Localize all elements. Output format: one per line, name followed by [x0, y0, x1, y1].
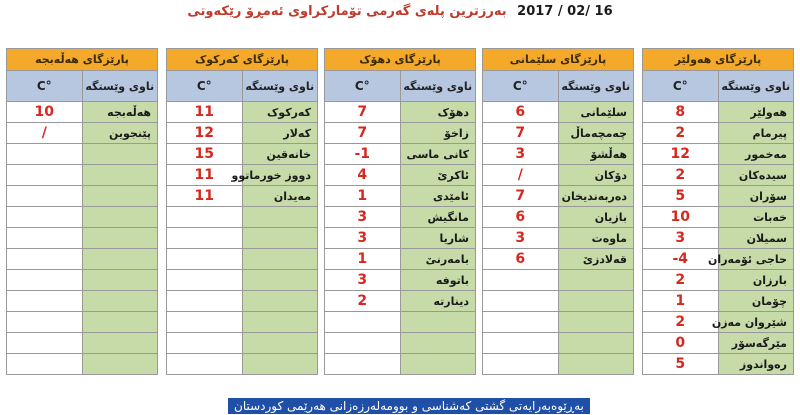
temperature-cell: 8 — [643, 102, 719, 123]
temperature-cell: 2 — [643, 312, 719, 333]
station-column-header: ناوی وێستگە — [400, 71, 476, 102]
temperature-cell — [7, 333, 83, 354]
temperature-cell — [167, 249, 243, 270]
table-row — [643, 270, 794, 291]
temperature-cell: 3 — [643, 228, 719, 249]
province-table — [482, 48, 634, 375]
temperature-cell: 2 — [325, 291, 401, 312]
table-row — [325, 270, 476, 291]
temperature-cell — [483, 270, 559, 291]
table-row — [483, 123, 634, 144]
temperature-cell — [7, 144, 83, 165]
station-name-cell: دووز خورماتوو — [242, 165, 318, 186]
table-row — [167, 249, 318, 270]
temperature-cell — [483, 312, 559, 333]
temperature-cell — [7, 249, 83, 270]
province-grid — [166, 48, 318, 375]
temperature-cell — [7, 228, 83, 249]
station-name-cell — [400, 333, 476, 354]
table-row — [167, 312, 318, 333]
province-grid — [482, 48, 634, 375]
table-row — [167, 228, 318, 249]
table-row — [7, 291, 158, 312]
station-name-cell: ماوەت — [558, 228, 634, 249]
station-name-cell — [242, 291, 318, 312]
temperature-cell: / — [7, 123, 83, 144]
temperature-cell — [167, 312, 243, 333]
station-name-cell — [242, 207, 318, 228]
table-row — [643, 291, 794, 312]
station-name-cell — [242, 333, 318, 354]
temperature-cell: 7 — [325, 123, 401, 144]
temperature-cell: 2 — [643, 123, 719, 144]
table-row — [7, 249, 158, 270]
table-row — [483, 249, 634, 270]
temperature-cell: -4 — [643, 249, 719, 270]
table-row — [167, 123, 318, 144]
table-row — [167, 354, 318, 375]
table-row — [167, 333, 318, 354]
table-row — [7, 102, 158, 123]
temp-column-header: C° — [643, 71, 719, 102]
temperature-cell: 1 — [643, 291, 719, 312]
station-name-cell — [82, 270, 158, 291]
province-table — [642, 48, 794, 375]
temperature-cell: 12 — [167, 123, 243, 144]
temperature-cell — [167, 333, 243, 354]
temperature-cell: 1 — [325, 186, 401, 207]
province-grid — [6, 48, 158, 375]
station-name-cell: مەخمور — [718, 144, 794, 165]
temperature-cell: 3 — [325, 228, 401, 249]
table-row — [325, 333, 476, 354]
station-name-cell — [82, 228, 158, 249]
table-row — [643, 102, 794, 123]
table-row — [483, 228, 634, 249]
temperature-cell — [167, 207, 243, 228]
table-row — [325, 123, 476, 144]
temperature-cell: 2 — [643, 270, 719, 291]
temperature-cell: 1 — [325, 249, 401, 270]
table-row — [325, 291, 476, 312]
table-row — [643, 228, 794, 249]
table-row — [7, 270, 158, 291]
table-row — [643, 165, 794, 186]
station-name-cell: کانی ماسی — [400, 144, 476, 165]
table-row — [167, 207, 318, 228]
station-name-cell: چەمچەماڵ — [558, 123, 634, 144]
station-name-cell: بازیان — [558, 207, 634, 228]
table-row — [7, 165, 158, 186]
station-name-cell: باتوفە — [400, 270, 476, 291]
temperature-cell — [325, 333, 401, 354]
temperature-cell — [7, 165, 83, 186]
station-name-cell: پێنجوین — [82, 123, 158, 144]
table-row — [325, 102, 476, 123]
table-row — [325, 249, 476, 270]
province-grid — [324, 48, 476, 375]
temperature-cell: 5 — [643, 354, 719, 375]
temperature-cell — [7, 312, 83, 333]
temperature-cell: 0 — [643, 333, 719, 354]
temperature-cell: 3 — [483, 228, 559, 249]
temperature-cell: 11 — [167, 186, 243, 207]
station-name-cell: کەلار — [242, 123, 318, 144]
station-name-cell: هەولێر — [718, 102, 794, 123]
temperature-cell: 5 — [643, 186, 719, 207]
report-title — [0, 4, 800, 19]
temperature-cell: 6 — [483, 249, 559, 270]
temperature-cell: 10 — [643, 207, 719, 228]
station-name-cell — [400, 312, 476, 333]
table-row — [483, 102, 634, 123]
report-title-text: بەرزترین پلەی گەرمی تۆمارکراوی ئەمڕۆ رێکەوتی — [187, 4, 507, 19]
temperature-cell — [167, 291, 243, 312]
station-name-cell: دەربەندیخان — [558, 186, 634, 207]
table-row — [7, 186, 158, 207]
station-name-cell — [242, 270, 318, 291]
temperature-cell — [7, 186, 83, 207]
station-name-cell: هەڵەبجە — [82, 102, 158, 123]
table-row — [483, 186, 634, 207]
station-name-cell — [82, 207, 158, 228]
table-row — [7, 144, 158, 165]
station-name-cell: قەلادزێ — [558, 249, 634, 270]
station-name-cell — [242, 312, 318, 333]
temperature-cell — [7, 207, 83, 228]
station-name-cell: شێروان مەزن — [718, 312, 794, 333]
table-row — [167, 291, 318, 312]
station-name-cell: ئامێدی — [400, 186, 476, 207]
temperature-cell: 3 — [325, 207, 401, 228]
province-table — [324, 48, 476, 375]
table-row — [483, 207, 634, 228]
table-row — [643, 144, 794, 165]
table-row — [483, 144, 634, 165]
station-name-cell: دینارتە — [400, 291, 476, 312]
table-row — [167, 270, 318, 291]
temperature-cell — [483, 333, 559, 354]
table-row — [7, 354, 158, 375]
station-name-cell — [242, 249, 318, 270]
station-name-cell: بامەرنێ — [400, 249, 476, 270]
station-name-cell — [82, 165, 158, 186]
station-name-cell: زاخۆ — [400, 123, 476, 144]
table-row — [483, 291, 634, 312]
temperature-cell: 7 — [483, 186, 559, 207]
station-name-cell — [400, 354, 476, 375]
table-row — [643, 249, 794, 270]
table-row — [167, 144, 318, 165]
station-name-cell: سمیلان — [718, 228, 794, 249]
station-name-cell — [558, 333, 634, 354]
station-name-cell: مەیدان — [242, 186, 318, 207]
table-row — [7, 333, 158, 354]
station-column-header: ناوی وێستگە — [558, 71, 634, 102]
province-table — [166, 48, 318, 375]
station-name-cell — [558, 291, 634, 312]
temperature-cell: 2 — [643, 165, 719, 186]
station-name-cell — [82, 354, 158, 375]
temperature-cell — [167, 228, 243, 249]
table-row — [325, 228, 476, 249]
station-name-cell: حاجی ئۆمەران — [718, 249, 794, 270]
table-row — [483, 312, 634, 333]
temperature-cell — [325, 312, 401, 333]
province-name: پارێزگای دهۆک — [325, 49, 476, 71]
temperature-cell — [7, 291, 83, 312]
footer-credit: بەڕێوەبەرایەتی گشتی کەشناسی و بوومەلەرزەزانی هەرێمی کوردستان — [228, 398, 590, 414]
temperature-cell — [7, 270, 83, 291]
temperature-cell — [167, 354, 243, 375]
table-row — [483, 333, 634, 354]
table-row — [643, 312, 794, 333]
table-row — [167, 102, 318, 123]
temperature-cell: -1 — [325, 144, 401, 165]
table-row — [325, 144, 476, 165]
station-column-header: ناوی وێستگە — [718, 71, 794, 102]
table-row — [167, 165, 318, 186]
station-name-cell: پیرمام — [718, 123, 794, 144]
table-row — [325, 354, 476, 375]
temperature-cell: 6 — [483, 207, 559, 228]
station-name-cell: هەڵشۆ — [558, 144, 634, 165]
station-name-cell: خانەقین — [242, 144, 318, 165]
temperature-cell: 11 — [167, 102, 243, 123]
province-name: پارێزگای سلێمانی — [483, 49, 634, 71]
station-name-cell — [82, 333, 158, 354]
temperature-cell — [7, 354, 83, 375]
table-row — [325, 312, 476, 333]
temperature-cell: 10 — [7, 102, 83, 123]
station-name-cell — [558, 354, 634, 375]
station-name-cell — [82, 144, 158, 165]
table-row — [643, 333, 794, 354]
temperature-cell: 7 — [483, 123, 559, 144]
temperature-cell: 3 — [325, 270, 401, 291]
station-name-cell: مێرگەسۆر — [718, 333, 794, 354]
province-name: پارێزگای هەولێر — [643, 49, 794, 71]
station-name-cell: رەواندوز — [718, 354, 794, 375]
temp-column-header: C° — [167, 71, 243, 102]
temperature-cell: 4 — [325, 165, 401, 186]
station-column-header: ناوی وێستگە — [242, 71, 318, 102]
temp-column-header: C° — [325, 71, 401, 102]
temperature-cell: 6 — [483, 102, 559, 123]
temp-column-header: C° — [483, 71, 559, 102]
temperature-cell: / — [483, 165, 559, 186]
temp-column-header: C° — [7, 71, 83, 102]
table-row — [7, 123, 158, 144]
station-name-cell — [242, 228, 318, 249]
table-row — [643, 123, 794, 144]
table-row — [483, 354, 634, 375]
station-name-cell — [82, 312, 158, 333]
station-name-cell — [558, 312, 634, 333]
table-row — [643, 354, 794, 375]
station-name-cell: دهۆک — [400, 102, 476, 123]
temperature-cell — [483, 291, 559, 312]
station-column-header: ناوی وێستگە — [82, 71, 158, 102]
station-name-cell: بارزان — [718, 270, 794, 291]
station-name-cell — [82, 186, 158, 207]
table-row — [325, 165, 476, 186]
temperature-cell — [483, 354, 559, 375]
station-name-cell: ئاکرێ — [400, 165, 476, 186]
station-name-cell — [82, 291, 158, 312]
table-row — [325, 207, 476, 228]
temperature-cell: 12 — [643, 144, 719, 165]
station-name-cell: شاریا — [400, 228, 476, 249]
station-name-cell: دۆکان — [558, 165, 634, 186]
station-name-cell: کەرکوک — [242, 102, 318, 123]
province-grid — [642, 48, 794, 375]
station-name-cell: مانگیش — [400, 207, 476, 228]
province-name: پارێزگای هەڵەبجە — [7, 49, 158, 71]
temperature-cell: 3 — [483, 144, 559, 165]
station-name-cell: سیدەکان — [718, 165, 794, 186]
temperature-cell: 7 — [325, 102, 401, 123]
province-name: پارێزگای کەرکوک — [167, 49, 318, 71]
station-name-cell: سۆران — [718, 186, 794, 207]
table-row — [7, 207, 158, 228]
table-row — [167, 186, 318, 207]
report-date: 2017 / 02/ 16 — [517, 4, 613, 19]
table-row — [7, 228, 158, 249]
table-row — [643, 186, 794, 207]
table-row — [483, 165, 634, 186]
station-name-cell: سلێمانی — [558, 102, 634, 123]
temperature-cell: 11 — [167, 165, 243, 186]
temperature-cell — [167, 270, 243, 291]
temperature-cell — [325, 354, 401, 375]
table-row — [483, 270, 634, 291]
station-name-cell — [558, 270, 634, 291]
temperature-cell: 15 — [167, 144, 243, 165]
station-name-cell — [242, 354, 318, 375]
table-row — [643, 207, 794, 228]
station-name-cell: چۆمان — [718, 291, 794, 312]
table-row — [7, 312, 158, 333]
table-row — [325, 186, 476, 207]
station-name-cell: خەبات — [718, 207, 794, 228]
station-name-cell — [82, 249, 158, 270]
province-table — [6, 48, 158, 375]
